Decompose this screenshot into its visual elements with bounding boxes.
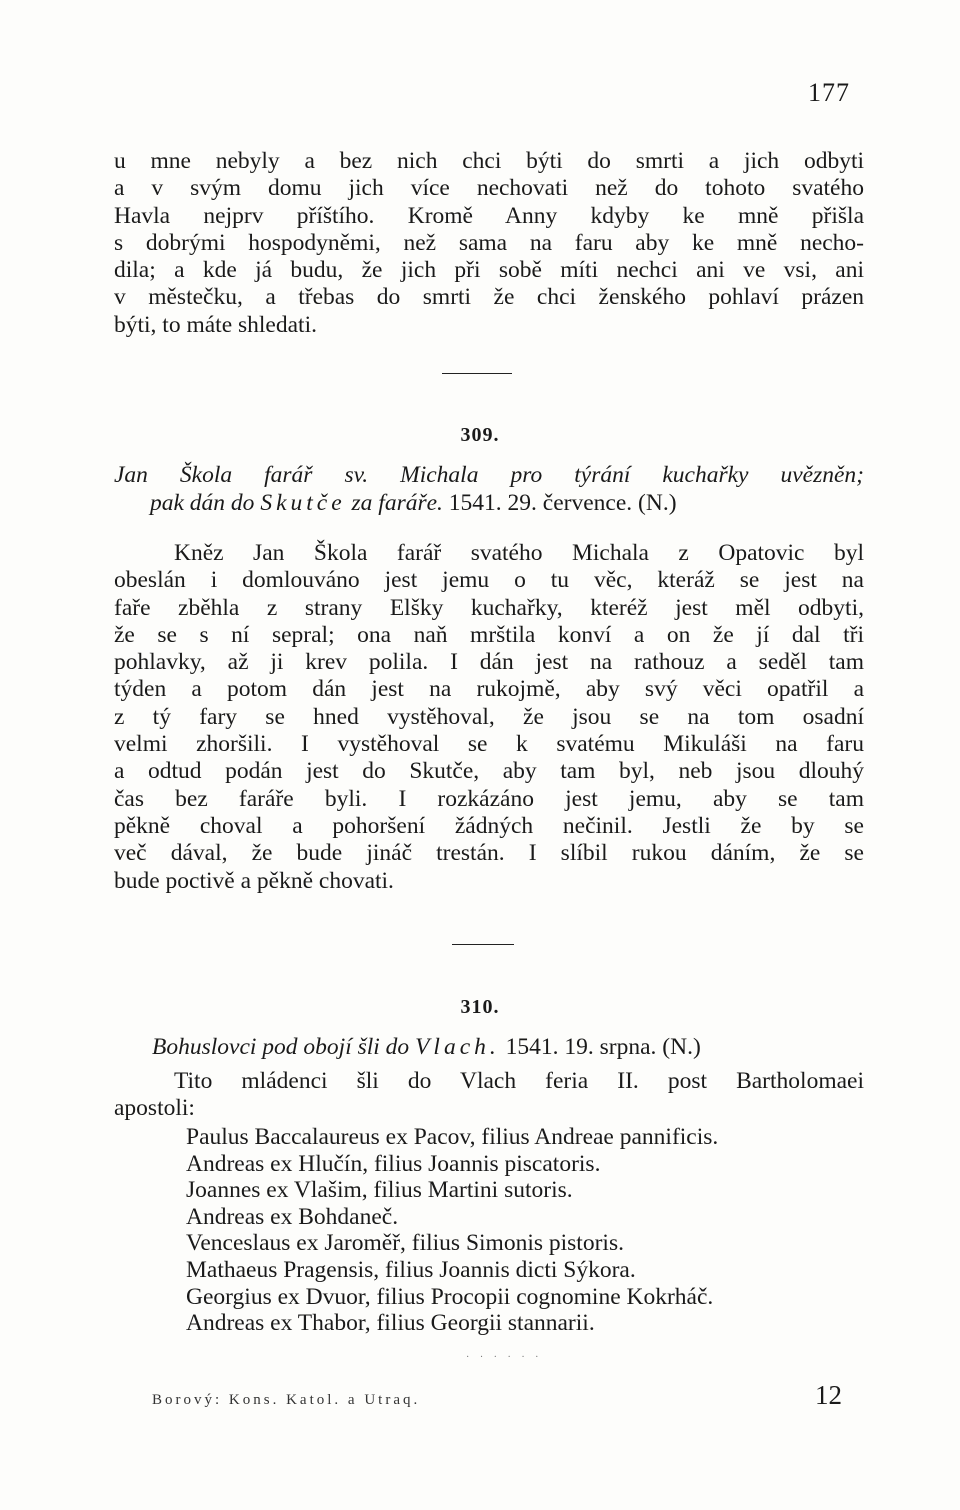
text-line: Kněz Jan Škola farář svatého Michala z Opatovic byl xyxy=(174,540,864,566)
list-item: Paulus Baccalaureus ex Pacov, filius Andreae pannificis. xyxy=(186,1124,719,1150)
section-body-309 xyxy=(114,540,864,895)
heading-place: Skutče xyxy=(260,489,346,516)
text-line: dila; a kde já budu, že jich při sobě míti nechci ani ve vsi, ani xyxy=(114,257,864,284)
section-number-310: 310. xyxy=(460,996,500,1018)
section-heading-309 xyxy=(114,462,864,517)
text-line: Tito mládenci šli do Vlach feria II. post Bartholomaei xyxy=(174,1068,864,1094)
text-line: u mne nebyly a bez nich chci býti do smrti a jich odbyti xyxy=(114,148,864,174)
separator-rule xyxy=(452,944,514,945)
text-line: pěkně choval a pohoršení žádných nečinil. Jestli že by se xyxy=(114,812,864,839)
separator-rule xyxy=(442,373,512,374)
section-heading-310 xyxy=(152,1034,852,1062)
heading-date: 1541. 19. srpna. (N.) xyxy=(499,1034,701,1060)
decorative-dots: · · · · · · xyxy=(466,1352,543,1363)
text-line: a odtud podán jest do Skutče, aby tam byl, neb jsou dlouhý xyxy=(114,758,864,785)
text-line: býti, to máte shledati. xyxy=(114,311,317,338)
section-intro-310 xyxy=(114,1068,864,1123)
text-line: týden a potom dán jest na rukojmě, aby svý věci opatřil a xyxy=(114,676,864,703)
page-number: 177 xyxy=(808,78,850,107)
heading-text: pak dán do xyxy=(150,489,261,516)
footer-sheet-number: 12 xyxy=(815,1380,842,1410)
list-item: Joannes ex Vlašim, filius Martini sutoris. xyxy=(186,1177,573,1204)
text-line: več dával, že bude jináč trestán. I slíbil rukou dáním, že se xyxy=(114,840,864,867)
section-number-309: 309. xyxy=(460,424,500,446)
list-item: Andreas ex Hlučín, filius Joannis piscatoris. xyxy=(186,1150,601,1177)
text-line: z tý fary se hned vystěhoval, že jsou se na tom osadní xyxy=(114,703,864,730)
text-line: pohlavky, až ji krev polila. I dán jest na rathouz a seděl tam xyxy=(114,649,864,676)
text-line: a v svým domu jich více nechovati než do tohoto svatého xyxy=(114,175,864,202)
heading-text: za faráře. xyxy=(345,489,443,516)
text-line: obeslán i domlouváno jest jemu o tu věc, kteráž se jest na xyxy=(114,567,864,594)
student-list xyxy=(186,1124,886,1337)
list-item: Mathaeus Pragensis, filius Joannis dicti Sýkora. xyxy=(186,1256,636,1283)
heading-text: Bohuslovci pod obojí šli do xyxy=(152,1034,416,1060)
heading-date: 1541. 29. července. (N.) xyxy=(442,489,677,516)
text-line: apostoli: xyxy=(114,1095,195,1122)
text-line: v městečku, a třebas do smrti že chci ženského pohlaví prázen xyxy=(114,284,864,311)
list-item: Georgius ex Dvuor, filius Procopii cognomine Kokrháč. xyxy=(186,1283,714,1310)
text-line: bude poctivě a pěkně chovati. xyxy=(114,867,394,894)
list-item: Venceslaus ex Jaroměř, filius Simonis pistoris. xyxy=(186,1230,624,1257)
footer-signature: Borový: Kons. Katol. a Utraq. xyxy=(152,1392,421,1408)
text-line: že se s ní sepral; ona naň mrštila konví a on že jí dal tři xyxy=(114,621,864,648)
text-line: s dobrými hospodyněmi, než sama na faru aby ke mně necho- xyxy=(114,229,864,256)
heading-line xyxy=(114,490,864,518)
text-line: velmi zhoršili. I vystěhoval se k svatému Mikuláši na faru xyxy=(114,731,864,758)
list-item: Andreas ex Thabor, filius Georgii stannarii. xyxy=(186,1310,595,1337)
continuation-paragraph xyxy=(114,148,864,339)
heading-line: Jan Škola farář sv. Michala pro týrání kuchařky uvězněn; xyxy=(114,462,864,488)
text-line: čas bez faráře byli. I rozkázáno jest jemu, aby se tam xyxy=(114,785,864,812)
text-line: faře zběhla z strany Elšky kuchařky, kteréž jest měl odbyti, xyxy=(114,594,864,621)
text-line: Havla nejprv příštího. Kromě Anny kdyby ke mně přišla xyxy=(114,202,864,229)
list-item: Andreas ex Bohdaneč. xyxy=(186,1203,399,1230)
heading-place: Vlach. xyxy=(415,1034,500,1060)
